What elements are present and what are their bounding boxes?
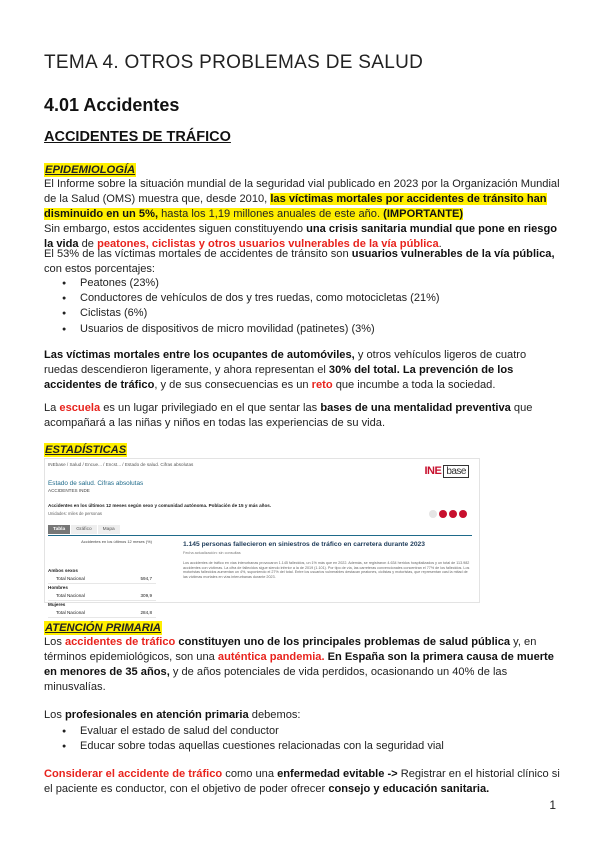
bold-span: enfermedad evitable ->	[277, 768, 398, 780]
download-icon	[459, 510, 467, 518]
list-item: ● Peatones (23%)	[44, 276, 560, 291]
screenshot-tabs	[48, 525, 121, 534]
text-span: Los	[44, 636, 65, 648]
row-value: 284,8	[140, 610, 152, 615]
bold-span: La prevención de los accidentes de tráfico	[44, 364, 514, 392]
info-icon	[429, 510, 437, 518]
row-label: Total Nacional	[56, 576, 85, 581]
ine-base-text: base	[443, 465, 469, 478]
bold-span: profesionales en atención primaria	[64, 709, 249, 721]
text-span: La	[44, 402, 60, 414]
text-span: que incumbe a toda la sociedad.	[332, 379, 496, 392]
atencion-paragraph-1	[44, 635, 560, 695]
tab-tabla: Tabla	[48, 525, 70, 534]
list-item: ● Educar sobre todas aquellas cuestiones relacionadas con la seguridad vial	[44, 739, 560, 754]
table-row	[48, 584, 156, 592]
text-span: y otros vehículos ligeros de cuatro ruedas descendieron ligeramente, y ahora representan el	[44, 349, 527, 377]
screenshot-table	[48, 539, 156, 618]
settings-icon	[439, 510, 447, 518]
section-title: 4.01 Accidentes	[44, 95, 180, 115]
text-span: de	[78, 238, 98, 251]
text-span: Registrar en el historial clínico si el paciente es conductor, con el objetivo de poder ofrecer	[44, 768, 560, 796]
atencion-heading: ATENCIÓN PRIMARIA	[45, 622, 162, 634]
table-row	[48, 567, 156, 575]
ine-logo	[424, 465, 469, 477]
tab-mapa: Mapa	[98, 525, 120, 534]
text-span: El 53% de las víctimas mortales de accidentes de tránsito son	[44, 248, 352, 260]
divider	[48, 535, 472, 536]
text-span: como una	[222, 768, 278, 780]
text-span: debemos:	[248, 709, 301, 721]
bold-span: constituyen uno de los principales problemas de salud pública	[175, 636, 511, 648]
text-span: con estos porcentajes:	[44, 263, 156, 276]
bold-span: bases de una mentalidad preventiva	[320, 402, 511, 414]
ine-screenshot	[44, 458, 480, 615]
atencion-paragraph-3	[44, 767, 560, 797]
row-value: 309,9	[140, 593, 152, 598]
bold-span: usuarios vulnerables de la vía pública,	[351, 248, 555, 260]
row-label: Mujeres	[48, 602, 66, 607]
table-row	[48, 601, 156, 609]
news-body: Los accidentes de tráfico en vías interurbanas provocaron 1.145 fallecidos, un 1% más que en 2022. Además, se registraron 4.634 heridos hospitalizados y un total de 113.982 accidentes con víctimas. La cifra de fallecidos sigue siendo inferior a la de 2019 (1.101). Por tipo de vía, las carreteras convencionales concentran el 77% de los fallecidos. Los motoristas fallecidos aumentan un 4%, suponiendo el 27% del total. Entre los usuarios vulnerables destacan peatones, ciclistas y motoristas, que representan casi la mitad de las víctimas mortales en vías interurbanas durante 2023.	[183, 561, 470, 579]
bold-span: En España son la primera causa de muerte en menores de 35 años,	[44, 651, 554, 679]
screenshot-units: Unidades: miles de personas	[48, 511, 103, 516]
list-item: ● Conductores de vehículos de dos y tres ruedas, como motocicletas (21%)	[44, 291, 560, 306]
epidemiologia-heading: EPIDEMIOLOGÍA	[45, 164, 136, 176]
table-header: Accidentes en los últimos 12 meses (%)	[81, 539, 152, 544]
row-label: Hombres	[48, 585, 68, 590]
atencion-paragraph-2	[44, 708, 560, 723]
important-tag: (IMPORTANTE)	[383, 208, 464, 221]
ine-logo-text: INE	[424, 465, 442, 477]
epidemiologia-paragraph-1	[44, 177, 560, 222]
red-span: peatones, ciclistas y otros usuarios vulnerables de la vía pública	[97, 238, 439, 251]
red-span: reto	[311, 379, 333, 392]
list-item: ● Evaluar el estado de salud del conductor	[44, 724, 560, 739]
table-row	[48, 609, 156, 618]
professional-duties-list	[44, 724, 560, 754]
bold-span: una crisis sanitaria mundial que pone en riesgo la vida	[44, 223, 558, 251]
bold-span: consejo y educación sanitaria.	[328, 783, 490, 796]
table-row	[48, 575, 156, 584]
text-span: es un lugar privilegiado en el que sentar las	[100, 402, 321, 414]
list-item: ● Usuarios de dispositivos de micro movilidad (patinetes) (3%)	[44, 322, 560, 337]
share-icon	[449, 510, 457, 518]
text-span: y, en términos epidemiológicos, son una	[44, 636, 537, 664]
tab-grafico: Gráfico	[71, 525, 96, 534]
share-icons	[427, 505, 467, 523]
bold-span: 30% del total.	[328, 364, 400, 377]
red-span: Considerar el accidente de tráfico	[44, 768, 223, 780]
text-span: y de años potenciales de vida perdidos, ocasionando un 40% de las minusvalías.	[44, 666, 508, 694]
news-title: 1.145 personas fallecieron en siniestros de tráfico en carretera durante 2023	[183, 541, 425, 548]
estadisticas-heading: ESTADÍSTICAS	[45, 444, 127, 456]
red-span: escuela	[59, 402, 101, 414]
page-title: TEMA 4. OTROS PROBLEMAS DE SALUD	[44, 52, 424, 73]
list-item: ● Ciclistas (6%)	[44, 306, 560, 321]
screenshot-subtitle: ACCIDENTES INDE	[48, 488, 90, 493]
highlight-span: las víctimas mortales por accidentes de tránsito han disminuido en un 5%,	[44, 193, 547, 221]
epidemiologia-paragraph-5	[44, 401, 560, 431]
epidemiologia-paragraph-4	[44, 348, 560, 393]
epidemiologia-paragraph-3	[44, 247, 560, 277]
screenshot-description: Accidentes en los últimos 12 meses según sexo y comunidad autónoma. Población de 15 y más años.	[48, 503, 272, 508]
row-label: Total Nacional	[56, 593, 85, 598]
page-number: 1	[549, 798, 556, 812]
text-span: El Informe sobre la situación mundial de la seguridad vial publicado en 2023 por la Organización Mundial de la Salud (OMS) muestra que, desde 2010,	[44, 178, 560, 206]
text-span: Sin embargo, estos accidentes siguen constituyendo	[44, 223, 307, 235]
row-label: Total Nacional	[56, 610, 85, 615]
text-span: .	[438, 238, 442, 251]
red-span: auténtica pandemia.	[217, 651, 325, 664]
bold-span: Las víctimas mortales entre los ocupantes de automóviles,	[44, 349, 355, 361]
news-subtitle: Fecha actualización: sin consultas	[183, 551, 241, 555]
table-row	[48, 592, 156, 601]
row-label: Ambos sexos	[48, 568, 78, 573]
highlight-span: hasta los 1,19 millones anuales de este año.	[158, 208, 381, 221]
vulnerable-users-list	[44, 276, 560, 337]
text-span: que acompañará a las niñas y niños en todas las experiencias de su vida.	[44, 402, 533, 430]
red-span: accidentes de tráfico	[64, 636, 176, 648]
row-value: 594,7	[140, 576, 152, 581]
screenshot-title: Estado de salud. Cifras absolutas	[48, 480, 144, 487]
text-span: , y de sus consecuencias es un	[154, 379, 312, 392]
subsection-title: ACCIDENTES DE TRÁFICO	[44, 129, 231, 145]
text-span: Los	[44, 709, 65, 721]
breadcrumb: INEbase / Salud / Encue... / Encst... / Estado de salud. Cifras absolutas	[48, 462, 194, 467]
